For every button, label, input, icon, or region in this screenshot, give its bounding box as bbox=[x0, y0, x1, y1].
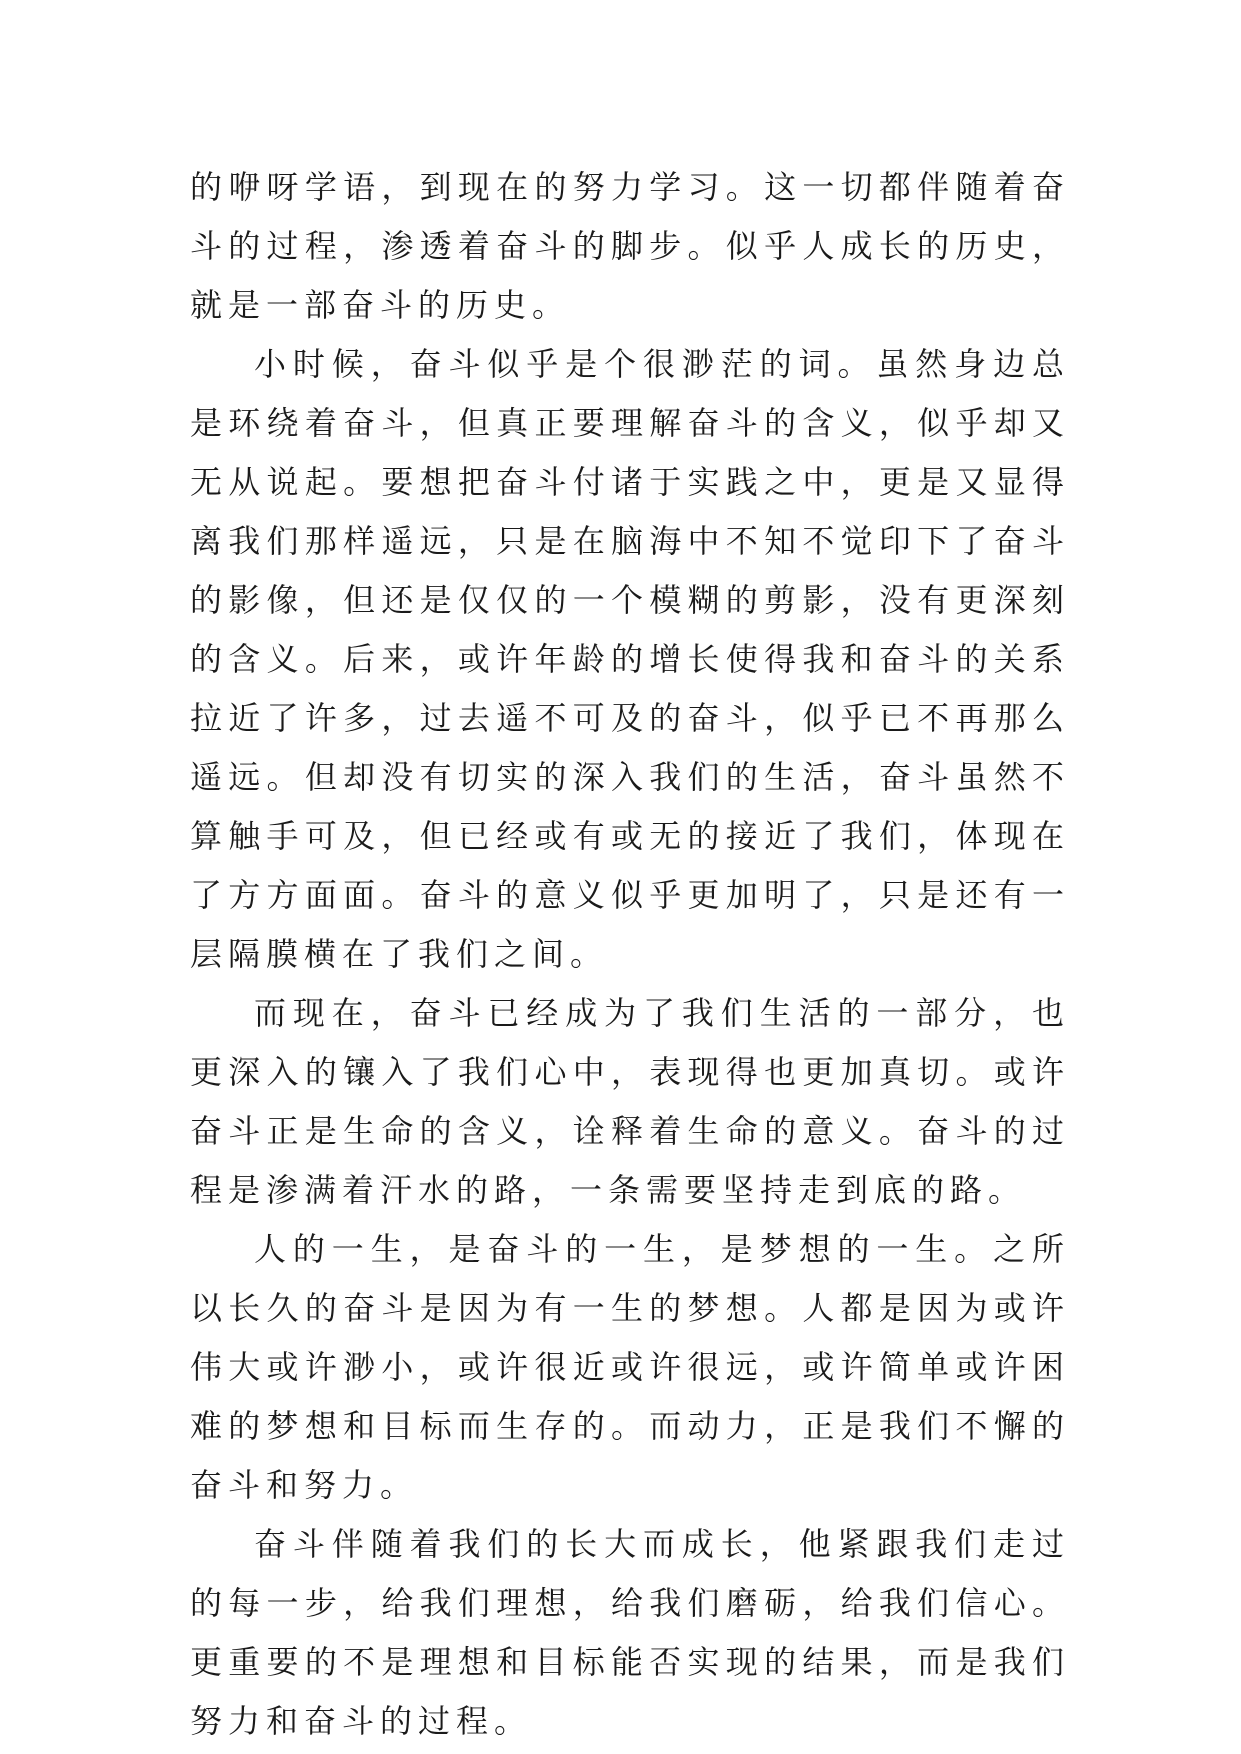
paragraph-2: 小时候，奋斗似乎是个很渺茫的词。虽然身边总是环绕着奋斗，但真正要理解奋斗的含义，似乎却又无从说起。要想把奋斗付诸于实践之中，更是又显得离我们那样遥远，只是在脑海中不知不觉印下了奋斗的影像，但还是仅仅的一个模糊的剪影，没有更深刻的含义。后来，或许年龄的增长使得我和奋斗的关系拉近了许多，过去遥不可及的奋斗，似乎已不再那么遥远。但却没有切实的深入我们的生活，奋斗虽然不算触手可及，但已经或有或无的接近了我们，体现在了方方面面。奋斗的意义似乎更加明了，只是还有一层隔膜横在了我们之间。 bbox=[190, 345, 1070, 973]
paragraph-5: 奋斗伴随着我们的长大而成长，他紧跟我们走过的每一步，给我们理想，给我们磨砺，给我们信心。更重要的不是理想和目标能否实现的结果，而是我们努力和奋斗的过程。 bbox=[190, 1525, 1070, 1740]
paragraph-4: 人的一生，是奋斗的一生，是梦想的一生。之所以长久的奋斗是因为有一生的梦想。人都是因为或许伟大或许渺小，或许很近或许很远，或许简单或许困难的梦想和目标而生存的。而动力，正是我们不懈的奋斗和努力。 bbox=[190, 1230, 1070, 1504]
paragraph-1: 的咿呀学语，到现在的努力学习。这一切都伴随着奋斗的过程，渗透着奋斗的脚步。似乎人成长的历史，就是一部奋斗的历史。 bbox=[190, 168, 1070, 324]
document-page bbox=[190, 158, 1070, 1751]
paragraph-3: 而现在，奋斗已经成为了我们生活的一部分，也更深入的镶入了我们心中，表现得也更加真切。或许奋斗正是生命的含义，诠释着生命的意义。奋斗的过程是渗满着汗水的路，一条需要坚持走到底的路。 bbox=[190, 994, 1070, 1209]
